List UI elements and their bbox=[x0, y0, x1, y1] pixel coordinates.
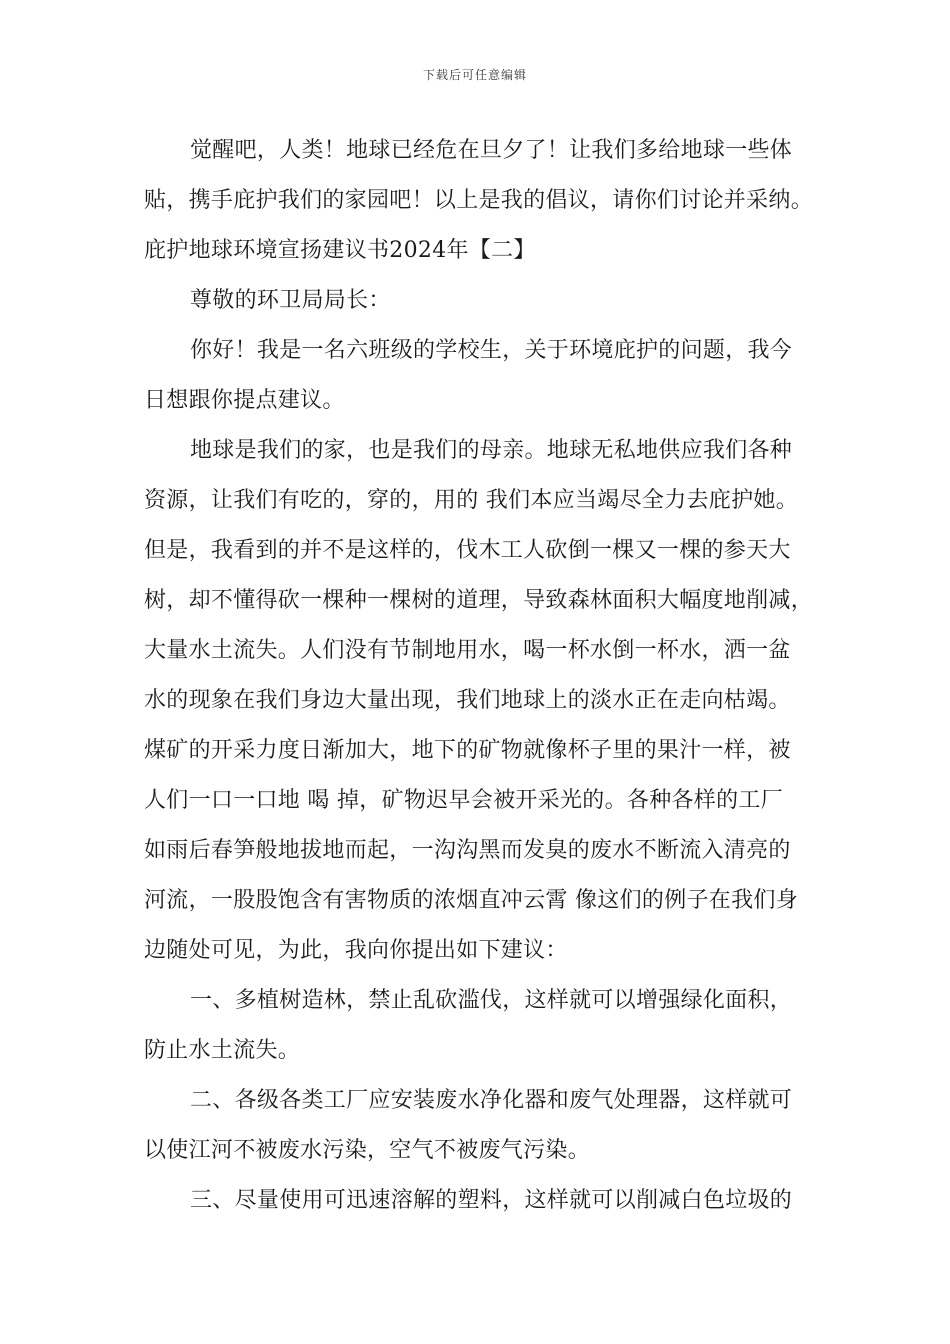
paragraph-line: 边随处可见，为此，我向你提出如下建议： bbox=[144, 938, 568, 963]
paragraph-line: 贴，携手庇护我们的家园吧！以上是我的倡议，请你们讨论并采纳。 bbox=[144, 188, 814, 213]
paragraph-line: 地球是我们的家，也是我们的母亲。地球无私地供应我们各种 bbox=[190, 438, 793, 463]
paragraph-line: 如雨后春笋般地拔地而起，一沟沟黑而发臭的废水不断流入清亮的 bbox=[144, 838, 791, 863]
paragraph-line: 河流，一股股饱含有害物质的浓烟直冲云霄 像这们的例子在我们身 bbox=[144, 888, 798, 913]
paragraph-line: 水的现象在我们身边大量出现，我们地球上的淡水正在走向枯竭。 bbox=[144, 688, 791, 713]
paragraph-line: 防止水土流失。 bbox=[144, 1038, 301, 1063]
paragraph-line: 觉醒吧，人类！地球已经危在旦夕了！让我们多给地球一些体 bbox=[190, 138, 793, 163]
page-header-note: 下载后可任意编辑 bbox=[422, 68, 527, 82]
section-title: 庇护地球环境宣扬建议书2024年【二】 bbox=[144, 238, 536, 263]
suggestion-2: 二、各级各类工厂应安装废水净化器和废气处理器，这样就可 bbox=[190, 1088, 793, 1113]
paragraph-line: 大量水土流失。人们没有节制地用水，喝一杯水倒一杯水，洒一盆 bbox=[144, 638, 791, 663]
paragraph-line: 日想跟你提点建议。 bbox=[144, 388, 345, 413]
paragraph-line: 你好！我是一名六班级的学校生，关于环境庇护的问题，我今 bbox=[190, 338, 793, 363]
salutation: 尊敬的环卫局局长： bbox=[190, 288, 391, 313]
paragraph-line: 煤矿的开采力度日渐加大，地下的矿物就像杯子里的果汁一样，被 bbox=[144, 738, 791, 763]
paragraph-line: 人们一口一口地 喝 掉，矿物迟早会被开采光的。各种各样的工厂 bbox=[144, 788, 783, 813]
paragraph-line: 资源，让我们有吃的，穿的，用的 我们本应当竭尽全力去庇护她。 bbox=[144, 488, 798, 513]
paragraph-line: 但是，我看到的并不是这样的，伐木工人砍倒一棵又一棵的参天大 bbox=[144, 538, 791, 563]
suggestion-1: 一、多植树造林，禁止乱砍滥伐，这样就可以增强绿化面积， bbox=[190, 988, 793, 1013]
paragraph-line: 树，却不懂得砍一棵种一棵树的道理，导致森林面积大幅度地削减， bbox=[144, 588, 814, 613]
suggestion-3: 三、尽量使用可迅速溶解的塑料，这样就可以削减白色垃圾的 bbox=[190, 1188, 793, 1213]
paragraph-line: 以使江河不被废水污染，空气不被废气污染。 bbox=[144, 1138, 591, 1163]
